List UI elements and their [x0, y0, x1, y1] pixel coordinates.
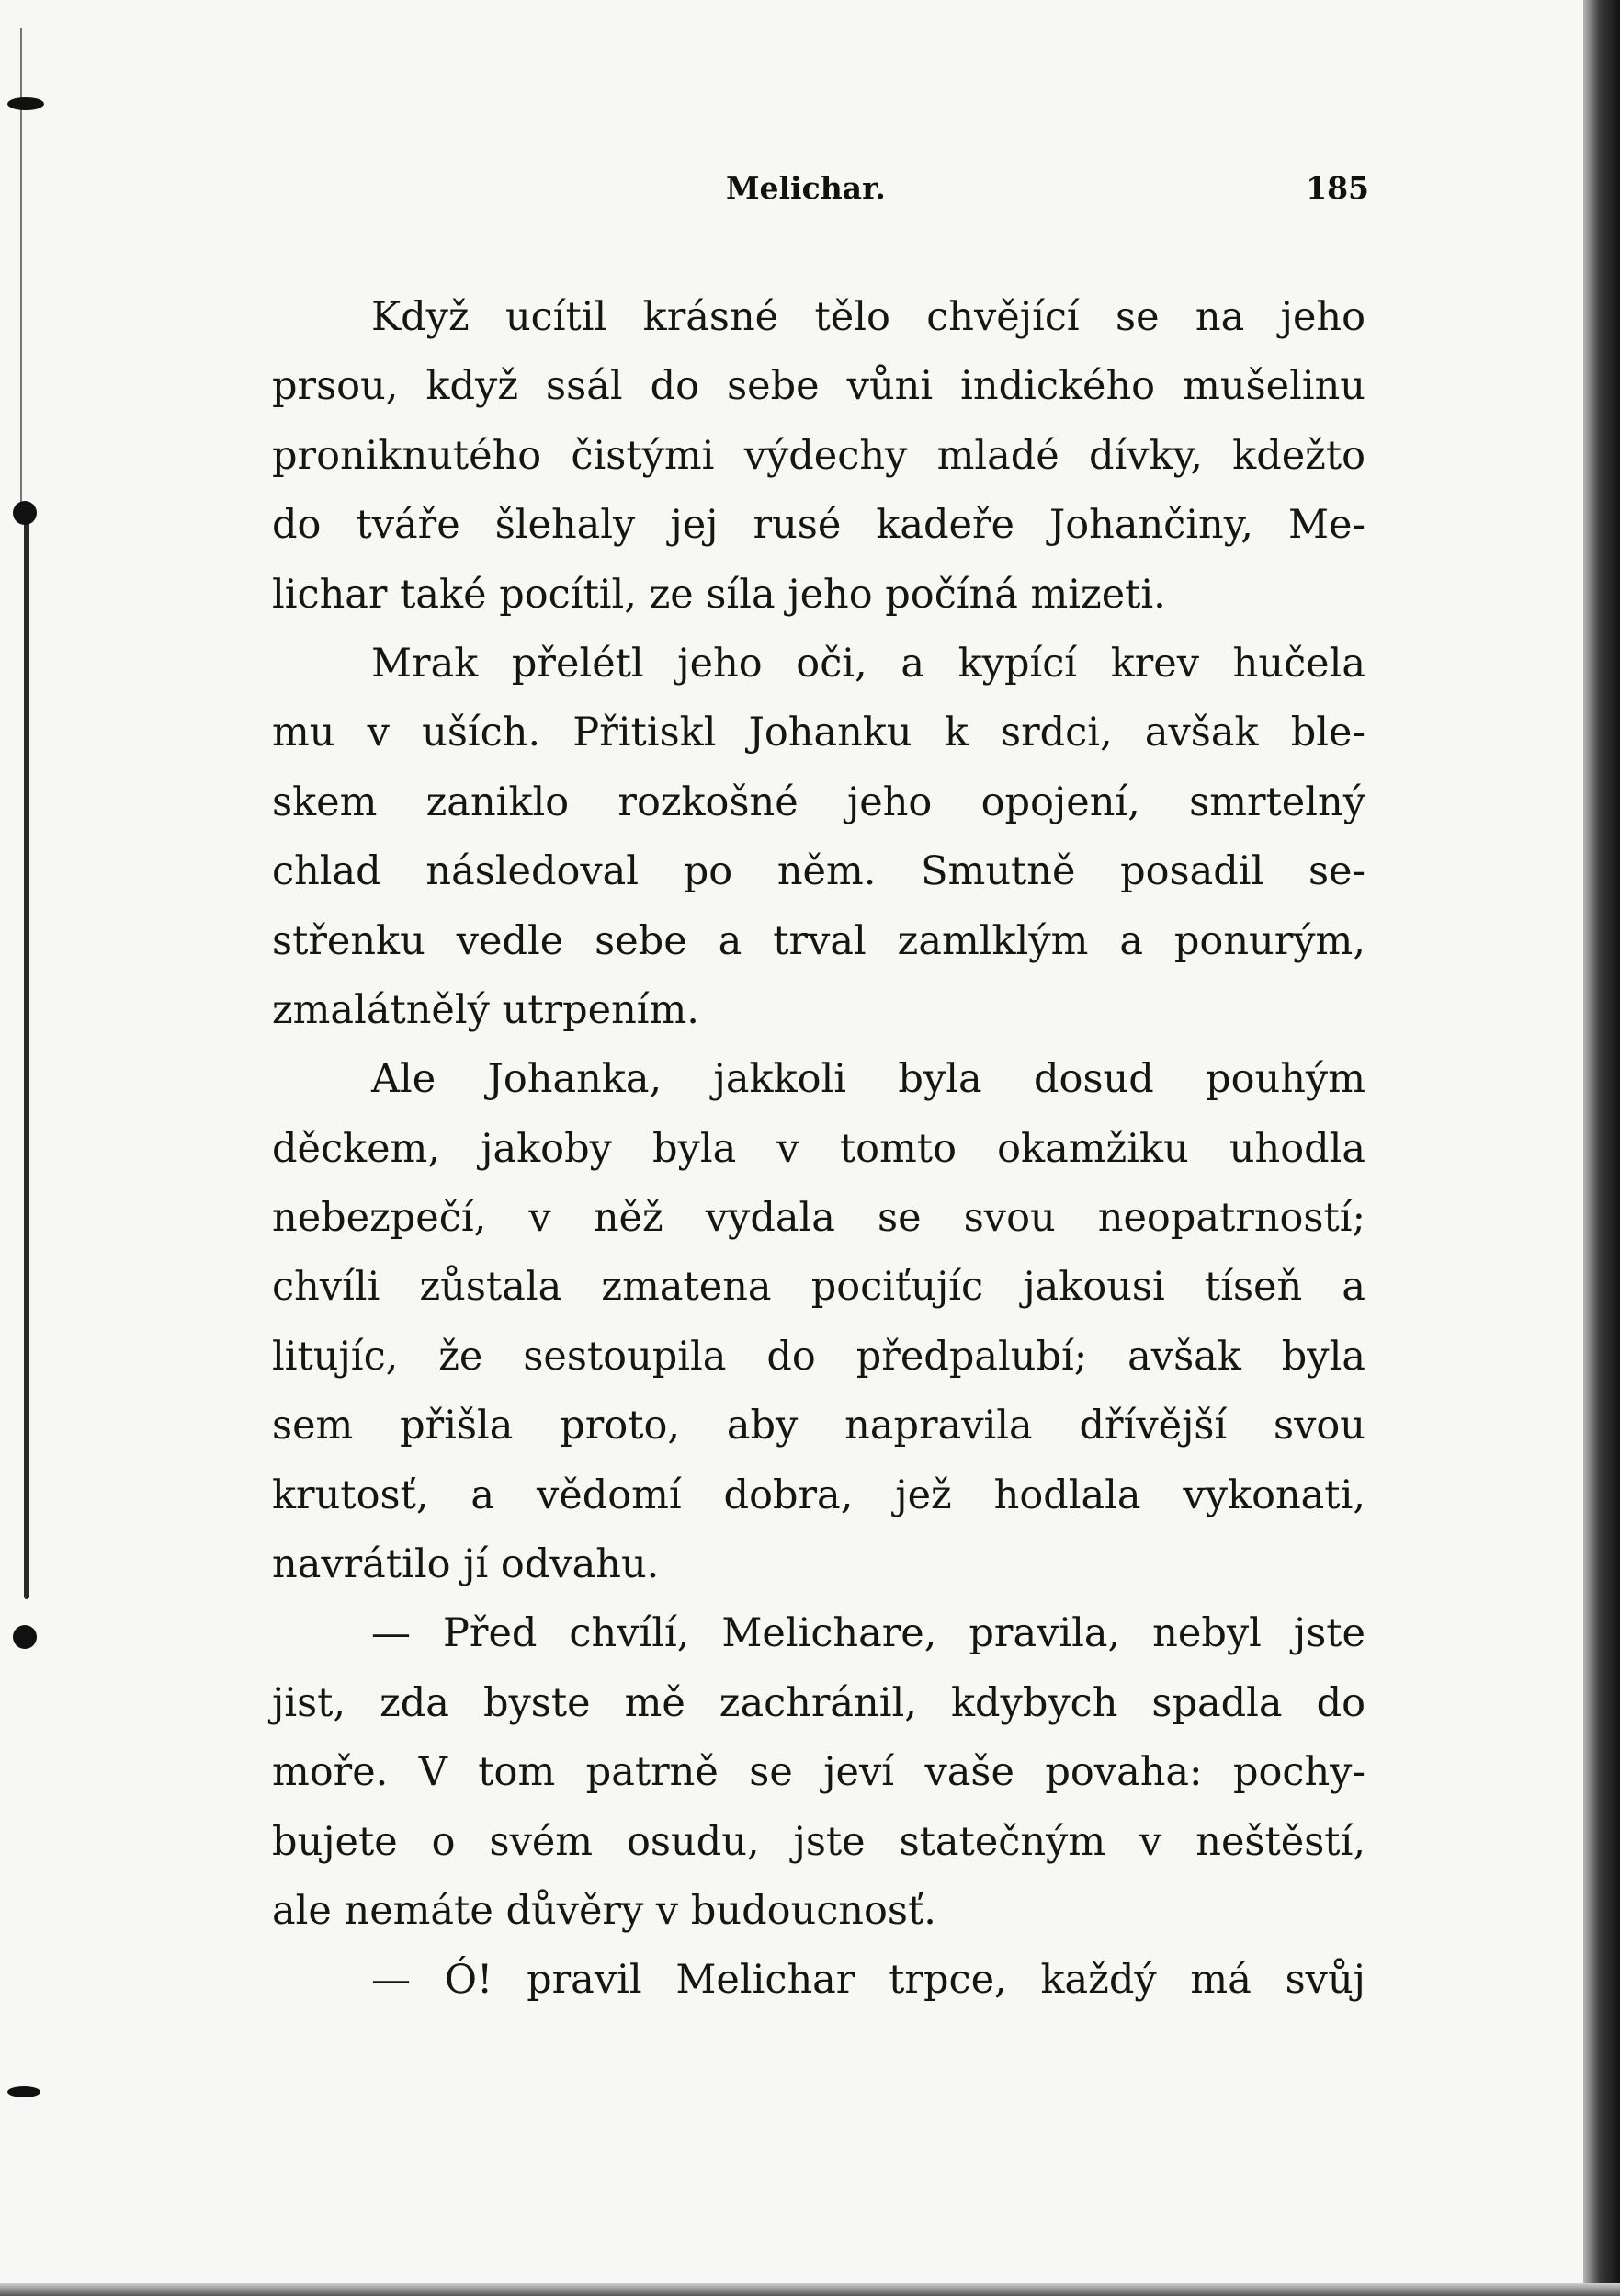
text-line: sem přišla proto, aby napravila dřívější svou: [272, 1403, 1365, 1449]
text-line: lichar také pocítil, ze síla jeho počíná mizeti.: [272, 571, 1166, 618]
text-line: Když ucítil krásné tělo chvějící se na jeho: [371, 294, 1365, 340]
text-line: litujíc, že sestoupila do předpalubí; avšak byla: [272, 1333, 1365, 1380]
binding-mark: [13, 1625, 37, 1649]
text-line: chlad následoval po něm. Smutně posadil se-: [272, 848, 1365, 895]
text-line: bujete o svém osudu, jste statečným v neštěstí,: [272, 1818, 1365, 1865]
text-line: do tváře šlehaly jej rusé kadeře Johančiny, Me-: [272, 502, 1365, 549]
body-text: [272, 283, 1365, 2016]
running-title: Melichar.: [726, 170, 886, 206]
scan-edge-shadow: [1583, 0, 1620, 2296]
binding-mark: [13, 501, 37, 525]
text-line: proniknutého čistými výdechy mladé dívky, kdežto: [272, 432, 1365, 479]
text-line: zmalátnělý utrpením.: [272, 986, 699, 1033]
text-line: mu v uších. Přitiskl Johanku k srdci, avšak ble-: [272, 710, 1365, 756]
text-line: prsou, když ssál do sebe vůni indického mušelinu: [272, 363, 1365, 410]
page-number: 185: [1306, 170, 1369, 206]
text-line: Ale Johanka, jakkoli byla dosud pouhým: [371, 1056, 1365, 1103]
text-line: — Před chvílí, Melichare, pravila, nebyl jste: [371, 1610, 1365, 1657]
scan-edge-shadow: [0, 2283, 1620, 2296]
text-line: moře. V tom patrně se jeví vaše povaha: pochy-: [272, 1749, 1365, 1796]
text-line: Mrak přelétl jeho oči, a kypící krev hučela: [371, 640, 1365, 687]
text-line: — Ó! pravil Melichar trpce, každý má svůj: [371, 1957, 1365, 2004]
binding-mark: [7, 97, 44, 110]
text-line: nebezpečí, v něž vydala se svou neopatrností;: [272, 1195, 1365, 1242]
text-line: střenku vedle sebe a trval zamlklým a ponurým,: [272, 917, 1365, 964]
page-header: [266, 170, 1369, 216]
text-line: skem zaniklo rozkošné jeho opojení, smrtelný: [272, 779, 1365, 825]
text-line: ale nemáte důvěry v budoucnosť.: [272, 1887, 936, 1934]
binding-edge-line: [24, 515, 29, 1599]
text-line: chvíli zůstala zmatena pociťujíc jakousi tíseň a: [272, 1264, 1365, 1311]
text-line: děckem, jakoby byla v tomto okamžiku uhodla: [272, 1125, 1365, 1172]
text-line: navrátilo jí odvahu.: [272, 1541, 660, 1588]
text-line: krutosť, a vědomí dobra, jež hodlala vykonati,: [272, 1472, 1365, 1518]
text-line: jist, zda byste mě zachránil, kdybych spadla do: [272, 1679, 1365, 1726]
binding-mark: [7, 2086, 40, 2097]
